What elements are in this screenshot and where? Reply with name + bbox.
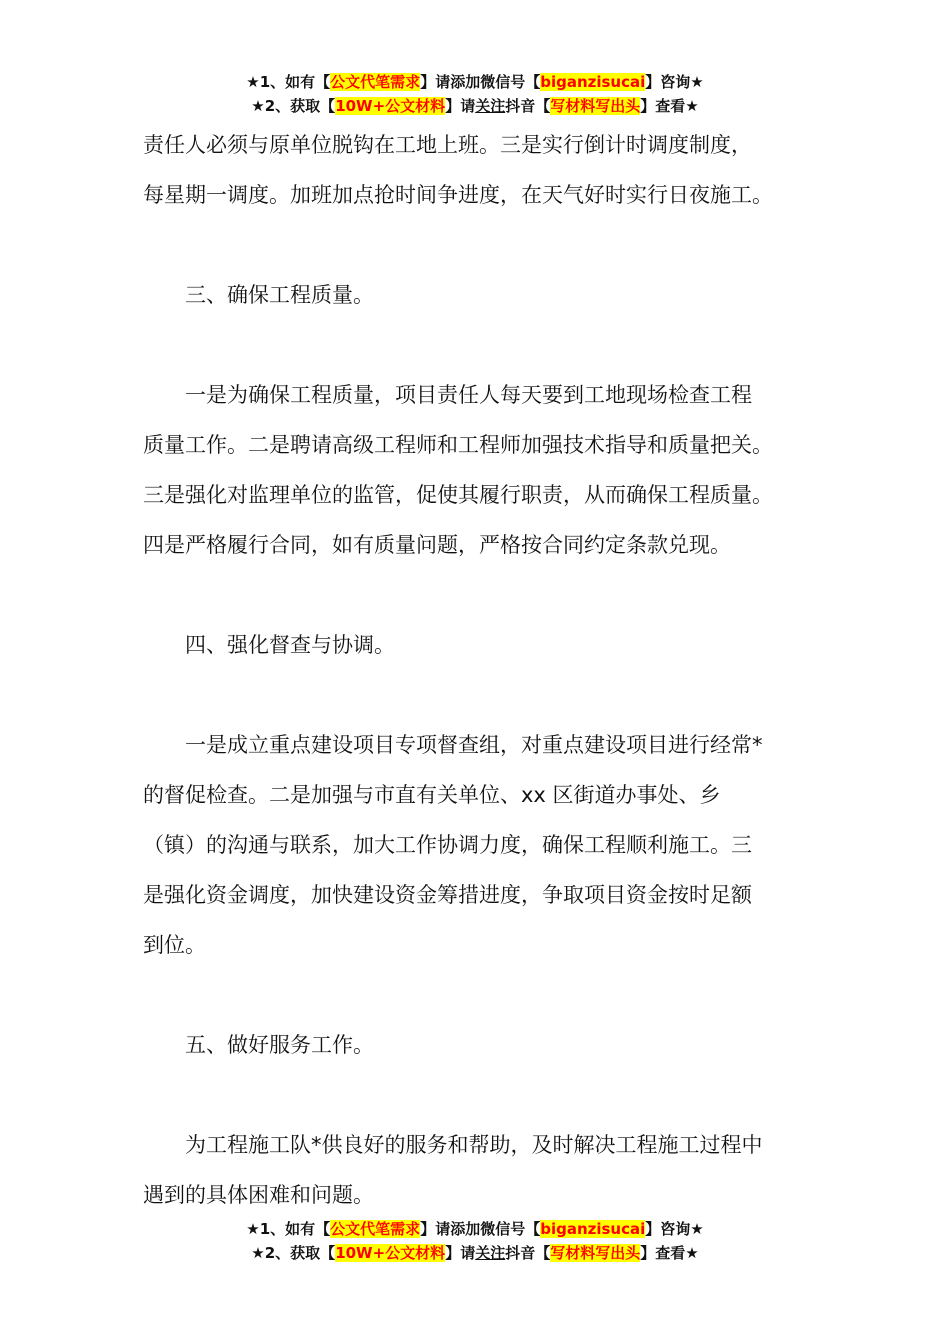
banner-highlight: 写材料写出头 — [550, 97, 641, 115]
banner-text: 】请 — [445, 1244, 476, 1262]
banner-text: ★1、如有【 — [246, 73, 331, 91]
banner-text: ★2、获取【 — [251, 97, 336, 115]
banner-highlight: 10W+公文材料 — [335, 1244, 446, 1262]
body-line: 四是严格履行合同，如有质量问题，严格按合同约定条款兑现。 — [143, 533, 731, 557]
document-body — [143, 120, 823, 1220]
section-heading: 三、确保工程质量。 — [185, 283, 374, 307]
banner-text: 】请添加微信号【 — [420, 73, 541, 91]
banner-line-2 — [0, 94, 950, 118]
banner-text: 】请添加微信号【 — [420, 1220, 541, 1238]
body-line: 责任人必须与原单位脱钩在工地上班。三是实行倒计时调度制度， — [143, 133, 752, 157]
banner-line-2 — [0, 1241, 950, 1265]
banner-underlined: 关注 — [475, 97, 506, 115]
banner-line-1 — [0, 1217, 950, 1241]
paragraph-first-line: 为工程施工队*供良好的服务和帮助，及时解决工程施工过程中 — [185, 1133, 763, 1157]
banner-highlight: 公文代笔需求 — [330, 73, 421, 91]
banner-text: 】请 — [445, 97, 476, 115]
body-line: 的督促检查。二是加强与市直有关单位、xx 区街道办事处、乡 — [143, 783, 721, 807]
banner-text: 】咨询★ — [645, 1220, 704, 1238]
banner-text: 】咨询★ — [645, 73, 704, 91]
banner-text: 】查看★ — [640, 1244, 699, 1262]
banner-text: 抖音【 — [505, 97, 551, 115]
banner-highlight: biganzisucai — [540, 73, 646, 91]
banner-line-1 — [0, 70, 950, 94]
banner-underlined: 关注 — [475, 1244, 506, 1262]
body-line: 到位。 — [143, 933, 206, 957]
banner-text: ★1、如有【 — [246, 1220, 331, 1238]
body-line: 质量工作。二是聘请高级工程师和工程师加强技术指导和质量把关。 — [143, 433, 773, 457]
banner-highlight: 写材料写出头 — [550, 1244, 641, 1262]
body-line: 三是强化对监理单位的监管，促使其履行职责，从而确保工程质量。 — [143, 483, 773, 507]
section-heading: 四、强化督查与协调。 — [185, 633, 395, 657]
paragraph-first-line: 一是为确保工程质量，项目责任人每天要到工地现场检查工程 — [185, 383, 752, 407]
banner-highlight: 公文代笔需求 — [330, 1220, 421, 1238]
bottom-banner — [0, 1217, 950, 1265]
body-line: 遇到的具体困难和问题。 — [143, 1183, 374, 1207]
banner-text: 抖音【 — [505, 1244, 551, 1262]
top-banner — [0, 70, 950, 118]
paragraph-first-line: 一是成立重点建设项目专项督查组，对重点建设项目进行经常* — [185, 733, 763, 757]
banner-highlight: biganzisucai — [540, 1220, 646, 1238]
section-heading: 五、做好服务工作。 — [185, 1033, 374, 1057]
banner-highlight: 10W+公文材料 — [335, 97, 446, 115]
banner-text: ★2、获取【 — [251, 1244, 336, 1262]
body-line: （镇）的沟通与联系，加大工作协调力度，确保工程顺利施工。三 — [143, 833, 752, 857]
banner-text: 】查看★ — [640, 97, 699, 115]
body-line: 每星期一调度。加班加点抢时间争进度，在天气好时实行日夜施工。 — [143, 183, 773, 207]
body-line: 是强化资金调度，加快建设资金筹措进度，争取项目资金按时足额 — [143, 883, 752, 907]
